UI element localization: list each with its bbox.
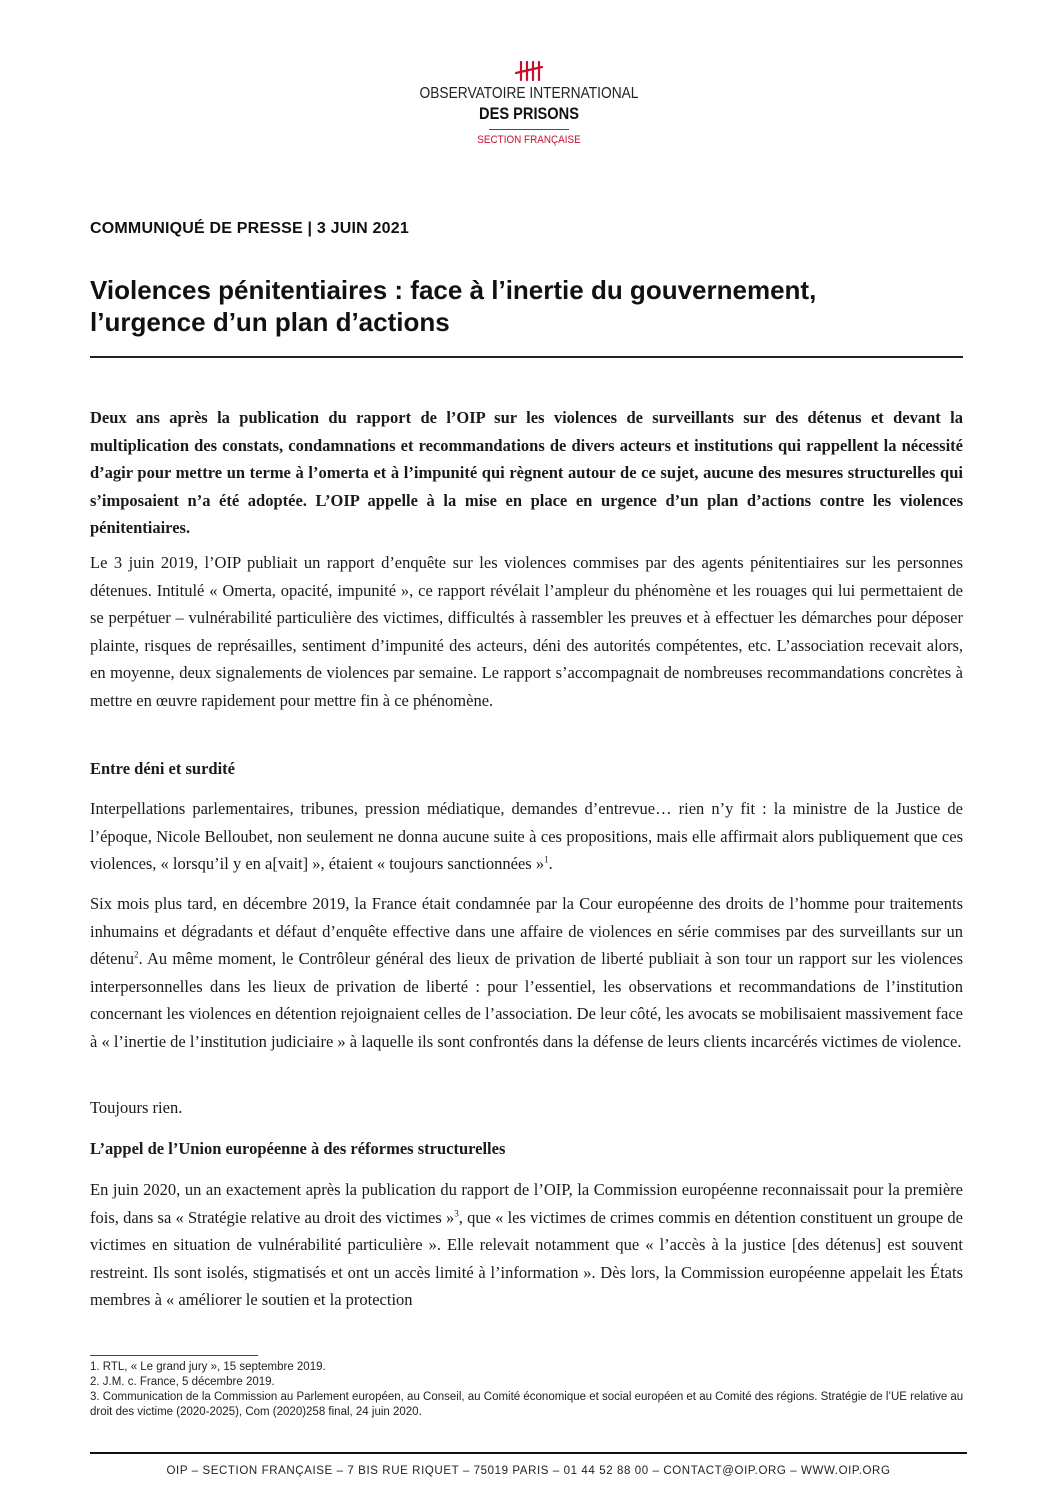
oip-logo	[0, 60, 1058, 147]
lead-paragraph: Deux ans après la publication du rapport de l’OIP sur les violences de surveillants sur des détenus et devant la multiplication des constats, condamnations et recommandations de divers acteurs et institutions qui rappellent la nécessité d’agir pour mettre un terme à l’omerta et à l’impunité qui règnent autour de ce sujet, aucune des mesures structurelles qui s’imposaient n’a été adoptée. L’OIP appelle à la mise en place en urgence d’un plan d’actions contre les violences pénitentiaires.	[90, 408, 963, 537]
footnote-3: 3. Communication de la Commission au Parlement européen, au Conseil, au Comité économique et social européen et au Comité des régions. Stratégie de l’UE relative au droit des victime (2020-2025), Com (2020)258 final, 24 juin 2020.	[90, 1391, 964, 1418]
paragraph-2-text: Interpellations parlementaires, tribunes, pression médiatique, demandes d’entrevue… rien n’y fit : la ministre de la Justice de l’époque, Nicole Belloubet, non seulement ne donna aucune suite à ces propositions, mais elle affirmait alors publiquement que ces violences, « lorsqu’il y en a[vait] », étaient « toujours sanctionnées »	[90, 799, 963, 873]
paragraph-1: Le 3 juin 2019, l’OIP publiait un rapport d’enquête sur les violences commises par des agents pénitentiaires sur les personnes détenues. Intitulé « Omerta, opacité, impunité », ce rapport révélait l’ampleur du phénomène et les rouages qui lui permettaient de se perpétuer – vulnérabilité particulière des victimes, difficultés à rassembler les preuves et à effectuer les démarches pour déposer plainte, risques de représailles, sentiment d’impunité des acteurs, déni des autorités compétentes, etc. L’association recevait alors, en moyenne, deux signalements de violences par semaine. Le rapport s’accompagnait de nombreuses recommandations concrètes à mettre en œuvre rapidement pour mettre fin à ce phénomène.	[90, 553, 963, 710]
logo-divider	[489, 129, 569, 130]
title-line-1: Violences pénitentiaires : face à l’inertie du gouvernement,	[90, 275, 817, 305]
footnotes	[90, 1360, 965, 1420]
press-release-kicker: COMMUNIQUÉ DE PRESSE | 3 JUIN 2021	[90, 220, 409, 237]
title-divider	[90, 356, 963, 358]
footer-divider	[90, 1452, 967, 1454]
paragraph-5	[90, 1176, 963, 1314]
logo-section-line: SECTION FRANÇAISE	[477, 134, 581, 146]
footnote-divider	[90, 1355, 258, 1356]
section-heading-2-text: L’appel de l’Union européenne à des réformes structurelles	[90, 1139, 506, 1158]
logo-subtitle-line: DES PRISONS	[479, 104, 579, 123]
footnote-ref-1: 1	[544, 854, 549, 865]
footer-contact: OIP – SECTION FRANÇAISE – 7 BIS RUE RIQUET – 75019 PARIS – 01 44 52 88 00 – CONTACT@OIP.ORG – WWW.OIP.ORG	[166, 1465, 891, 1477]
prison-bars-tally-icon	[514, 60, 544, 82]
footnote-ref-2: 2	[133, 949, 139, 960]
footnote-ref-3: 3	[454, 1208, 459, 1218]
paragraph-3-text-b: . Au même moment, le Contrôleur général des lieux de privation de liberté publiait à son tour un rapport sur les violences interpersonnelles dans les lieux de privation de liberté : pour l’essentiel, les observations et recommandations de l’institution concernant les violences en détention rejoignaient celles de l’association. De leur côté, les avocats se mobilisaient massivement face à « l’inertie de l’institution judiciaire » à laquelle ils sont confrontés dans la défense de leurs clients incarcérés victimes de violence.	[90, 949, 963, 1051]
paragraph-2-end: .	[548, 854, 553, 873]
paragraph-2	[90, 795, 963, 878]
section-heading-1-text: Entre déni et surdité	[90, 759, 235, 778]
footnote-2: 2. J.M. c. France, 5 décembre 2019.	[90, 1376, 275, 1388]
title-line-2: l’urgence d’un plan d’actions	[90, 307, 450, 337]
section-heading-1	[90, 755, 963, 783]
logo-title-line: OBSERVATOIRE INTERNATIONAL	[419, 85, 639, 102]
paragraph-3	[90, 890, 963, 1055]
paragraph-3-text-a: Six mois plus tard, en décembre 2019, la France était condamnée par la Cour européenne des droits de l’homme pour traitements inhumains et dégradants et défaut d’enquête effective dans une affaire de violences en série commises par des surveillants sur un détenu	[90, 894, 963, 968]
paragraph-5-text-a: En juin 2020, un an exactement après la publication du rapport de l’OIP, la Commission européenne reconnaissait pour la première fois, dans sa « Stratégie relative au droit des victimes »	[90, 1180, 963, 1227]
section-heading-2	[90, 1135, 963, 1163]
page-title	[90, 274, 970, 338]
paragraph-4: Toujours rien.	[90, 1098, 183, 1117]
footnote-1: 1. RTL, « Le grand jury », 15 septembre 2019.	[90, 1361, 326, 1373]
paragraph-5-text-b: , que « les victimes de crimes commis en détention constituent un groupe de victimes en situation de vulnérabilité particulière ». Elle relevait notamment que « l’accès à la justice [des détenus] est souvent restreint. Ils sont isolés, stigmatisés et ont un accès limité à l’information ». Dès lors, la Commission européenne appelait les États membres à « améliorer le soutien et la protection	[90, 1207, 963, 1309]
